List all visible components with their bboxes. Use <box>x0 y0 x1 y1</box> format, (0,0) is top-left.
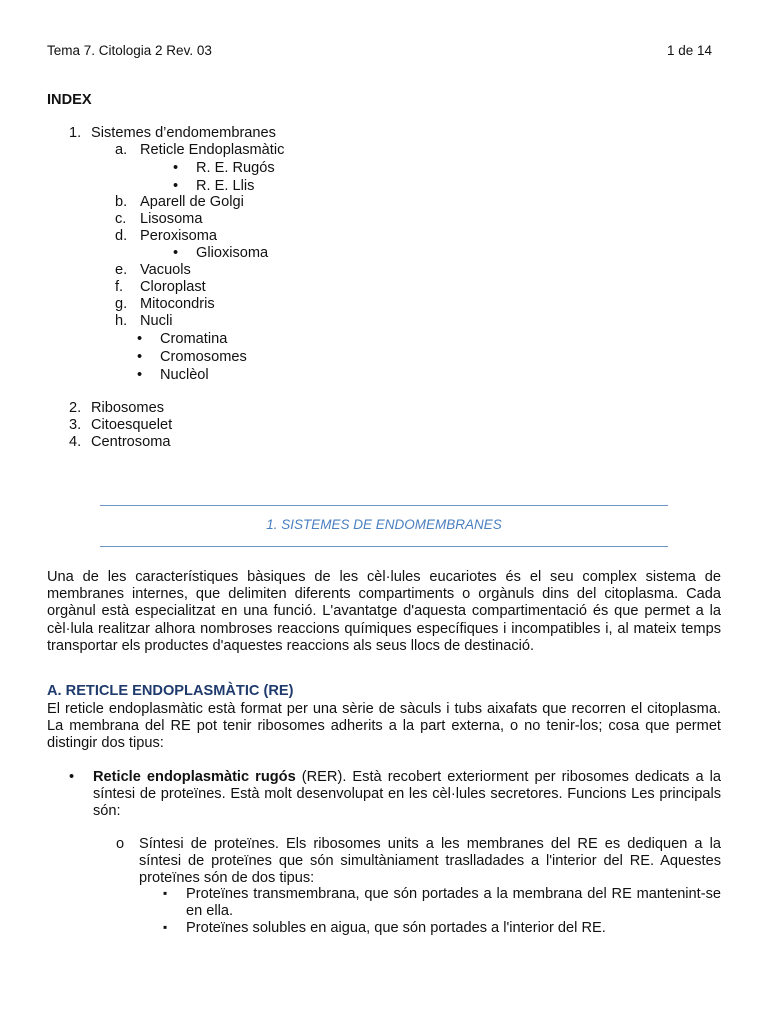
protein-type-item: Proteïnes transmembrana, que són portades a la membrana del RE mantenint-se en ella. <box>186 886 721 920</box>
page-header <box>47 43 712 58</box>
index-item: 3. Citoesquelet <box>69 417 173 433</box>
rer-description: (RER). Està recobert exteriorment per ribosomes dedicats a la síntesi de proteïnes. Està molt desenvolupat en les cèl·lules secretores. Funcions Les principals són: <box>93 769 721 820</box>
section-rule-top <box>100 505 668 506</box>
index-item: 1. Sistemes d’endomembranes <box>69 125 276 141</box>
section-title: 1. SISTEMES DE ENDOMEMBRANES <box>266 517 502 532</box>
sub-bullet: o <box>116 836 125 852</box>
rer-item <box>93 769 721 821</box>
index-bullet-item: • Cromosomes <box>137 349 247 365</box>
section-rule-bottom <box>100 546 668 547</box>
rer-term: Reticle endoplasmàtic rugós <box>93 769 296 785</box>
index-subitem: h. Nucli <box>115 313 173 329</box>
subsection-heading: A. RETICLE ENDOPLASMÀTIC (RE) <box>47 683 294 699</box>
rer-bullet: • <box>69 769 75 785</box>
index-subitem: e. Vacuols <box>115 262 191 278</box>
header-title: Tema 7. Citologia 2 Rev. 03 <box>47 43 212 58</box>
square-bullet: ▪ <box>163 886 168 900</box>
index-subitem: a. Reticle Endoplasmàtic <box>115 142 285 158</box>
index-bullet-item: • Nuclèol <box>137 367 209 383</box>
index-item: 4. Centrosoma <box>69 434 171 450</box>
index-bullet-item: • R. E. Rugós <box>173 160 275 176</box>
protein-type-item: Proteïnes solubles en aigua, que són portades a l'interior del RE. <box>186 920 606 936</box>
index-bullet-item: • Cromatina <box>137 331 228 347</box>
index-subitem: c. Lisosoma <box>115 211 203 227</box>
index-subitem: g. Mitocondris <box>115 296 215 312</box>
page-number: 1 de 14 <box>666 43 712 58</box>
index-title: INDEX <box>47 92 92 108</box>
protein-synthesis-item: Síntesi de proteïnes. Els ribosomes units a les membranes del RE es dediquen a la síntesi de proteïnes que són simultàniament traslladades a l'interior del RE. Aquestes proteïnes són de dos tipus: <box>139 836 721 887</box>
index-subitem: f. Cloroplast <box>115 279 206 295</box>
re-paragraph: El reticle endoplasmàtic està format per una sèrie de sàculs i tubs aixafats que recorren el citoplasma. La membrana del RE pot tenir ribosomes adherits a la part externa, o no tenir-los; cosa que permet distingir dos tipus: <box>47 701 721 752</box>
index-item: 2. Ribosomes <box>69 400 164 416</box>
index-subitem: b. Aparell de Golgi <box>115 194 244 210</box>
intro-paragraph: Una de les característiques bàsiques de les cèl·lules eucariotes és el seu complex sistema de membranes internes, que delimiten diferents compartiments o orgànuls dins del citoplasma. Cada orgànul està especialitzat en una funció. L'avantatge d'aquesta compartimentació és que permet a la cèl·lula realitzar alhora nombroses reaccions químiques específiques i incompatibles i, al mateix temps transportar els productes d'aquestes reaccions als seus llocs de destinació. <box>47 569 721 654</box>
index-subitem: d. Peroxisoma <box>115 228 218 244</box>
index-bullet-item: • R. E. Llis <box>173 178 255 194</box>
index-bullet-item: • Glioxisoma <box>173 245 269 261</box>
square-bullet: ▪ <box>163 920 168 934</box>
